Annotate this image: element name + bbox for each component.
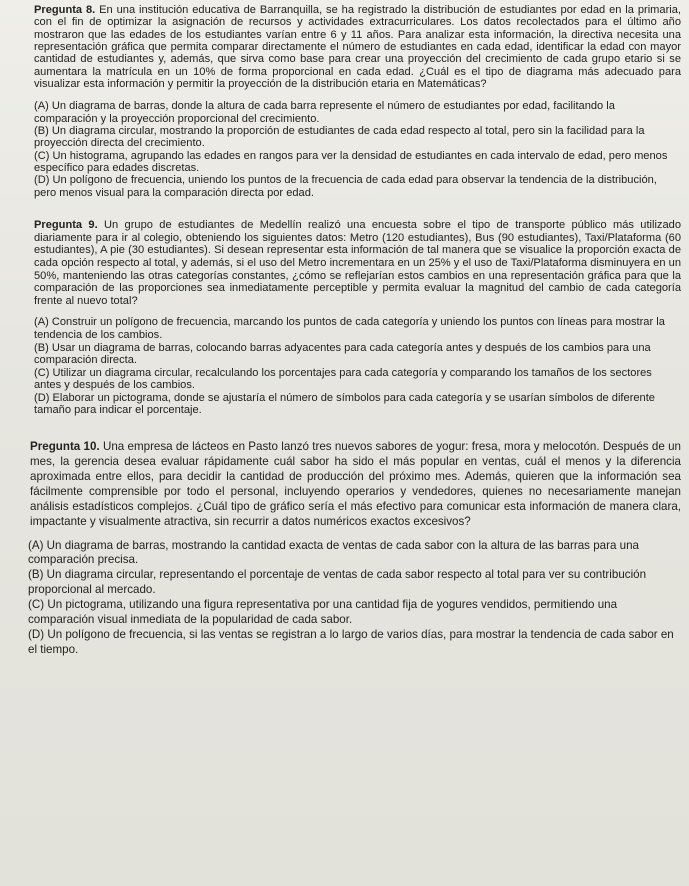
question-8-option-d: (D) Un polígono de frecuencia, uniendo los puntos de la frecuencia de cada edad para observar la tendencia de la distribución, pero menos visual para la comparación directa por edad.	[34, 174, 657, 199]
question-10-option-c: (C) Un pictograma, utilizando una figura representativa por una cantidad fija de yogures vendidos, permitiendo una comparación visual inmediata de la popularidad de cada sabor.	[28, 598, 618, 627]
question-10-option-a: (A) Un diagrama de barras, mostrando la cantidad exacta de ventas de cada sabor con la altura de las barras para una comparación precisa.	[28, 538, 639, 567]
question-10-options	[28, 538, 681, 658]
question-10-option-b: (B) Un diagrama circular, representando el porcentaje de ventas de cada sabor respecto al total para ver su contribución proporcional al mercado.	[28, 568, 647, 597]
question-9-options	[34, 316, 681, 417]
question-9-option-a: (A) Construir un polígono de frecuencia, marcando los puntos de cada categoría y uniendo los puntos con líneas para mostrar la tendencia de los cambios.	[34, 316, 665, 341]
question-9-stem	[34, 219, 681, 307]
question-8-option-b: (B) Un diagrama circular, mostrando la proporción de estudiantes de cada edad respecto al total, pero sin la facilidad para la proyección directa del crecimiento.	[34, 125, 645, 150]
question-10	[28, 440, 681, 658]
question-8-stem	[34, 4, 681, 90]
question-9	[34, 219, 681, 417]
question-10-text: Una empresa de lácteos en Pasto lanzó tres nuevos sabores de yogur: fresa, mora y melocotón. Después de un mes, la gerencia desea evaluar rápidamente cuál sabor ha sido el más popular en ventas, cuál el menos y la diferencia aproximada entre ellos, para decidir la cantidad de producción del próximo mes. Además, quieren que la información sea fácilmente comprensible por todo el personal, incluyendo operarios y vendedores, quienes no necesariamente manejan análisis estadísticos complejos. ¿Cuál tipo de gráfico sería el más efectivo para comunicar esta información de manera clara, impactante y visualmente atractiva, sin recurrir a datos numéricos exactos excesivos?	[30, 440, 681, 528]
question-8-text: En una institución educativa de Barranquilla, se ha registrado la distribución de estudiantes por edad en la primaria, con el fin de optimizar la asignación de recursos y actividades extracurriculares. Los datos recolectados para el último año mostraron que las edades de los estudiantes varían entre 6 y 11 años. Para analizar esta información, la directiva necesita una representación gráfica que permita comparar directamente el número de estudiantes en cada edad, identificar la edad con mayor cantidad de estudiantes y, además, que sirva como base para crear una proyección del crecimiento de cada grupo etario si se aumentara la matrícula en un 10% de forma proporcional en cada edad. ¿Cuál es el tipo de diagrama más adecuado para visualizar esta información y permitir la proyección de la distribución etaria en Matemáticas?	[34, 4, 681, 91]
question-9-label: Pregunta 9.	[34, 219, 98, 232]
question-8-option-c: (C) Un histograma, agrupando las edades en rangos para ver la densidad de estudiantes en cada intervalo de edad, pero menos específico para edades discretas.	[34, 149, 668, 175]
question-10-option-d: (D) Un polígono de frecuencia, si las ventas se registran a lo largo de varios días, para mostrar la tendencia de cada sabor en el tiempo.	[28, 627, 674, 656]
question-10-label: Pregunta 10.	[30, 440, 100, 454]
question-8	[34, 4, 681, 199]
question-9-option-d: (D) Elaborar un pictograma, donde se ajustaría el número de símbolos para cada categoría y se usarían símbolos de diferente tamaño para indicar el porcentaje.	[34, 391, 655, 417]
question-9-option-b: (B) Usar un diagrama de barras, colocando barras adyacentes para cada categoría antes y después de los cambios para una comparación directa.	[34, 341, 651, 367]
question-9-option-c: (C) Utilizar un diagrama circular, recalculando los porcentajes para cada categoría y comparando los tamaños de los sectores antes y después de los cambios.	[34, 366, 652, 392]
question-9-text: Un grupo de estudiantes de Medellín realizó una encuesta sobre el tipo de transporte público más utilizado diariamente para ir al colegio, obteniendo los siguientes datos: Metro (120 estudiantes), Bus (90 estudiantes), Taxi/Plataforma (60 estudiantes), A pie (30 estudiantes). Si desean representar esta información de tal manera que se visualice la proporción exacta de cada opción respecto al total, y además, si el uso del Metro incrementara en un 25% y el uso de Taxi/Plataforma disminuyera en un 50%, manteniendo las otras categorías constantes, ¿cómo se reflejarían estos cambios en una representación gráfica para que la comparación de las proporciones sea inmediatamente perceptible y permita evaluar la magnitud del cambio de cada categoría frente al nuevo total?	[34, 219, 681, 307]
question-8-options	[34, 100, 681, 199]
question-8-label: Pregunta 8.	[34, 4, 96, 16]
question-8-option-a: (A) Un diagrama de barras, donde la altura de cada barra represente el número de estudiantes por edad, facilitando la comparación y la proyección proporcional del crecimiento.	[34, 100, 615, 125]
question-10-stem	[30, 440, 681, 529]
